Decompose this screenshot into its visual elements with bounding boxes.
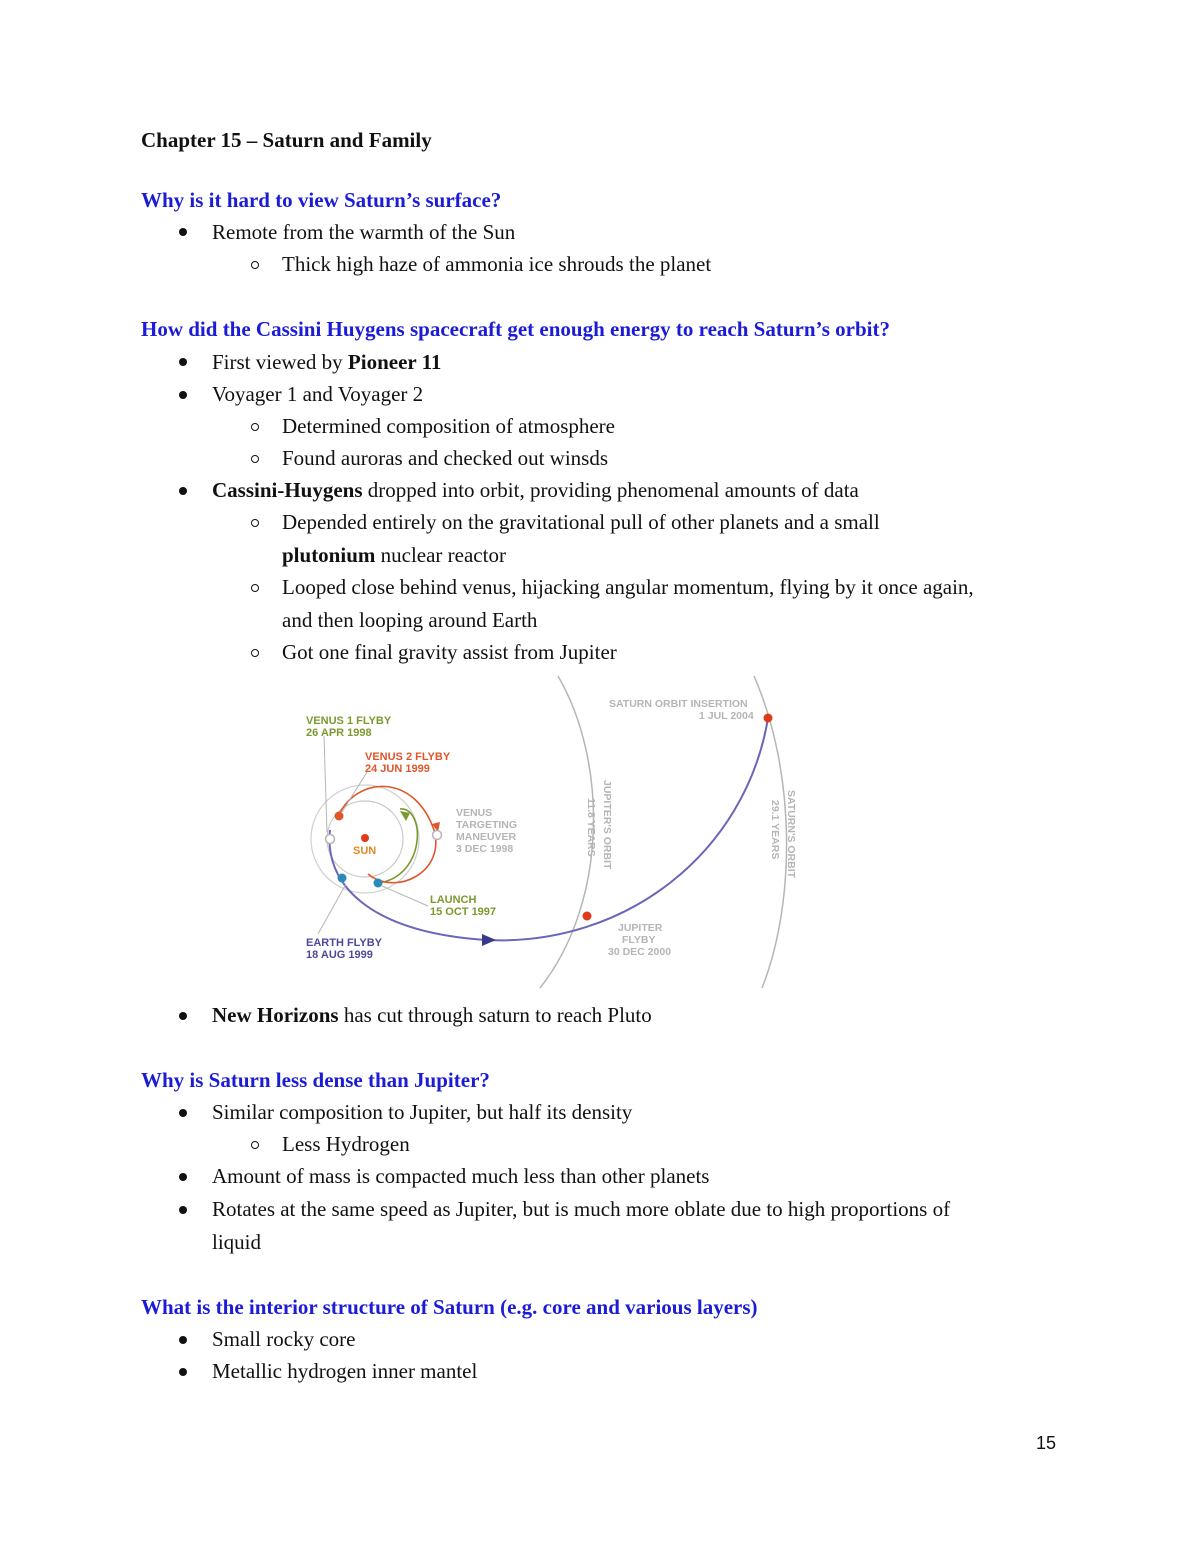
arrow-icon	[400, 811, 410, 821]
earth-flyby-date: 18 AUG 1999	[306, 949, 373, 961]
bullet-icon	[179, 1012, 187, 1020]
chapter-title: Chapter 15 – Saturn and Family	[141, 128, 432, 152]
bullet-icon	[179, 228, 187, 236]
bullet-icon	[179, 358, 187, 366]
saturn-orbit-years: 29.1 YEARS	[769, 800, 781, 860]
sub-bullet-icon	[251, 519, 259, 527]
list-item: Determined composition of atmosphere	[282, 414, 615, 438]
sub-bullet-icon	[251, 455, 259, 463]
list-item: Looped close behind venus, hijacking angular momentum, flying by it once again,	[282, 575, 974, 599]
page-number: 15	[1036, 1433, 1057, 1453]
list-item: Found auroras and checked out winsds	[282, 446, 609, 470]
bullet-icon	[179, 1173, 187, 1181]
arrow-icon	[482, 934, 496, 946]
launch-date: 15 OCT 1997	[430, 906, 497, 918]
venus2-label: VENUS 2 FLYBY	[365, 751, 451, 763]
bold-text: Pioneer 11	[347, 350, 442, 374]
list-item: Similar composition to Jupiter, but half its density	[212, 1100, 633, 1124]
list-item-continuation	[282, 541, 506, 569]
text-span: has cut through saturn to reach Pluto	[338, 1003, 652, 1027]
saturn-insertion-dot	[764, 714, 773, 723]
question-heading: Why is it hard to view Saturn’s surface?	[141, 188, 502, 212]
launch-dot	[374, 879, 383, 888]
list-item: Depended entirely on the gravitational pull of other planets and a small	[282, 510, 880, 534]
saturn-orbit-label: SATURN'S ORBIT	[785, 790, 797, 879]
maneuver-dot	[433, 831, 442, 840]
list-item: Voyager 1 and Voyager 2	[212, 382, 424, 406]
list-item: Thick high haze of ammonia ice shrouds the planet	[282, 252, 712, 276]
list-item: Amount of mass is compacted much less than other planets	[212, 1164, 710, 1188]
launch-label: LAUNCH	[430, 894, 477, 906]
cassini-trajectory-diagram	[296, 672, 816, 990]
question-heading: Why is Saturn less dense than Jupiter?	[141, 1068, 490, 1092]
jupiter-flyby-dot	[583, 912, 592, 921]
bullet-icon	[179, 391, 187, 399]
text-span: nuclear reactor	[375, 543, 506, 567]
bold-text: New Horizons	[212, 1003, 339, 1027]
list-item	[212, 476, 859, 504]
text-span: First viewed by	[212, 350, 348, 374]
leader-line	[342, 772, 367, 812]
maneuver-label: VENUS	[456, 807, 493, 819]
saturn-insertion-date: 1 JUL 2004	[699, 710, 754, 722]
jupiter-flyby-label: FLYBY	[622, 934, 656, 946]
maneuver-label: TARGETING	[456, 819, 518, 831]
sub-bullet-icon	[251, 423, 259, 431]
jupiter-orbit-years: 11.8 YEARS	[585, 798, 597, 857]
saturn-insertion-label: SATURN ORBIT INSERTION	[609, 698, 748, 710]
bold-text: plutonium	[282, 543, 376, 567]
bullet-icon	[179, 487, 187, 495]
list-item-continuation: and then looping around Earth	[282, 608, 538, 632]
leader-line	[382, 886, 428, 906]
venus-loop	[339, 786, 436, 882]
sub-bullet-icon	[251, 1141, 259, 1149]
list-item: Metallic hydrogen inner mantel	[212, 1359, 478, 1383]
list-item: Got one final gravity assist from Jupiter	[282, 640, 617, 664]
leader-line	[324, 736, 327, 832]
text-span: dropped into orbit, providing phenomenal amounts of data	[362, 478, 859, 502]
question-heading: What is the interior structure of Saturn (e.g. core and various layers)	[141, 1295, 758, 1319]
sun-label: SUN	[353, 845, 377, 857]
bullet-icon	[179, 1336, 187, 1344]
jupiter-flyby-label: JUPITER	[618, 922, 663, 934]
list-item	[212, 1001, 652, 1029]
list-item	[212, 348, 441, 376]
venus1-date: 26 APR 1998	[306, 727, 372, 739]
venus-flyby-2-dot	[335, 812, 344, 821]
jupiter-orbit-label: JUPITER'S ORBIT	[601, 780, 613, 870]
leader-line	[318, 884, 346, 934]
bullet-icon	[179, 1368, 187, 1376]
sub-bullet-icon	[251, 584, 259, 592]
sun-dot	[361, 834, 369, 842]
list-item: Small rocky core	[212, 1327, 356, 1351]
list-item: Rotates at the same speed as Jupiter, but is much more oblate due to high proportions of	[212, 1197, 951, 1221]
maneuver-label: MANEUVER	[456, 831, 517, 843]
list-item-continuation: liquid	[212, 1230, 262, 1254]
earth-flyby-dot	[338, 874, 347, 883]
bullet-icon	[179, 1206, 187, 1214]
venus2-date: 24 JUN 1999	[365, 763, 430, 775]
bullet-icon	[179, 1109, 187, 1117]
venus-flyby-1-dot	[326, 835, 335, 844]
maneuver-date: 3 DEC 1998	[456, 843, 514, 855]
list-item: Remote from the warmth of the Sun	[212, 220, 516, 244]
jupiter-flyby-date: 30 DEC 2000	[608, 946, 672, 958]
venus1-label: VENUS 1 FLYBY	[306, 715, 392, 727]
sub-bullet-icon	[251, 261, 259, 269]
list-item: Less Hydrogen	[282, 1132, 410, 1156]
sub-bullet-icon	[251, 649, 259, 657]
bold-text: Cassini-Huygens	[212, 478, 363, 502]
question-heading: How did the Cassini Huygens spacecraft get enough energy to reach Saturn’s orbit?	[141, 317, 890, 341]
earth-flyby-label: EARTH FLYBY	[306, 937, 382, 949]
